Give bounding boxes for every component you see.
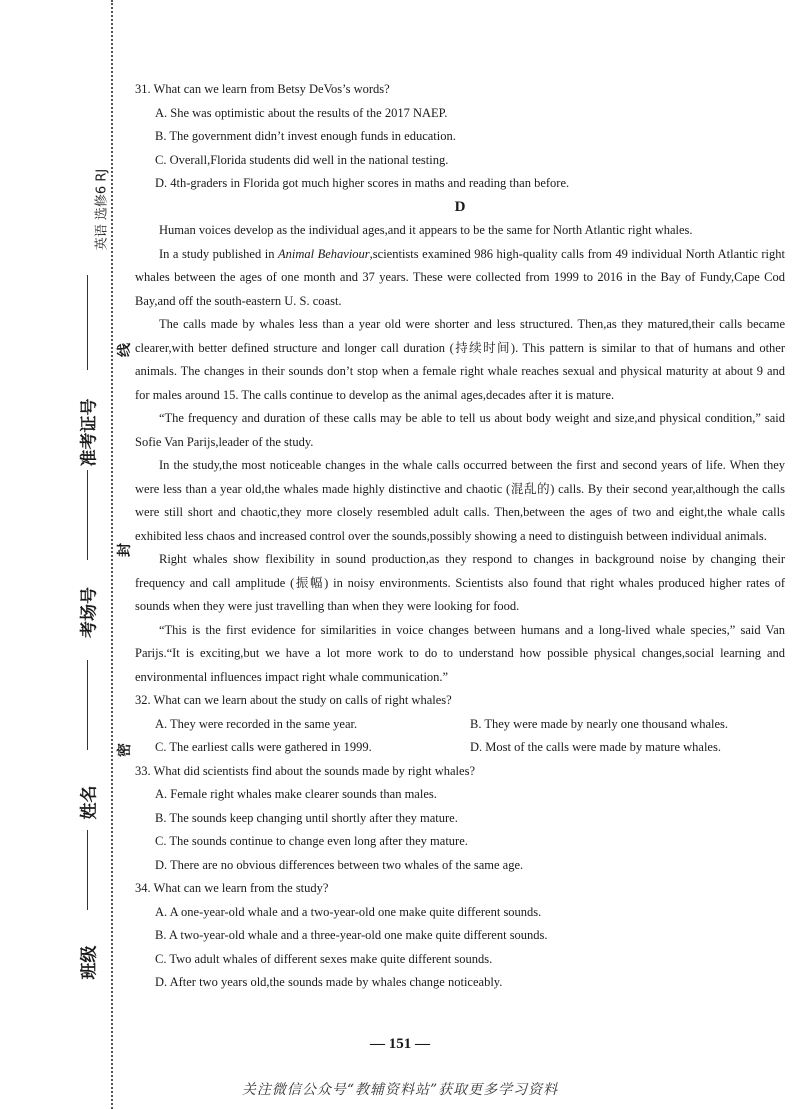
passage-heading: D [454,198,466,215]
question-33-stem: 33. What did scientists find about the sounds made by right whales? [135,763,475,778]
passage-paragraph: “The frequency and duration of these calls may be able to tell us about body weight and size,and physical condition,” said Sofie Van Parijs,leader of the study. [135,411,785,449]
q31-option-b: B. The government didn’t invest enough funds in education. [155,129,456,143]
name-text: 姓名 [79,785,100,820]
passage-paragraph: “This is the first evidence for similarities in voice changes between humans and a long-lived whale species,” said Van Parijs.“It is exciting,but we have a lot more work to do to understand how possible physical changes,social learning and environmental influences impact right whale communication.” [135,622,785,684]
q32-option-a: A. They were recorded in the same year. [155,716,358,731]
q31-option-a: A. She was optimistic about the results of the 2017 NAEP. [155,105,448,120]
q34-option-a: A. A one-year-old whale and a two-year-old one make quite different sounds. [155,904,542,919]
q31-option-d: D. 4th-graders in Florida got much higher scores in maths and reading than before. [155,176,570,190]
q32-options-row-2 [155,736,785,760]
page-content [135,78,785,995]
q34-option-d: D. After two years old,the sounds made by whales change noticeably. [155,975,503,989]
passage-paragraph: The calls made by whales less than a year old were shorter and less structured. Then,as they matured,their calls became clearer,with better defined structure and longer call duration (持续时间). This pattern is similar to that of humans and other animals. The changes in their sounds don’t stop when a female right whale reaches sexual and physical maturity at about 9 and for males around 15. The calls continue to develop as the animal ages,decades after it is mature. [135,317,785,402]
question-34-stem: 34. What can we learn from the study? [135,881,329,895]
subject-text: 英语 选修6 RJ [94,168,110,251]
journal-title: Animal Behaviour [277,246,370,261]
exam-id-text: 准考证号 [79,398,100,467]
q33-option-d: D. There are no obvious differences between two whales of the same age. [155,857,524,872]
q31-option-c: C. Overall,Florida students did well in the national testing. [155,152,449,167]
q32-option-d: D. Most of the calls were made by mature whales. [470,740,721,754]
passage-paragraph: In the study,the most noticeable changes in the whale calls occurred between the first and second years of life. When they were less than a year old,the whales made highly distinctive and chaotic (混乱的) calls. By their second year,although the calls were still short and chaotic,they more closely resembled adult calls. Then,between the ages of two and eight,the whale calls exhibited less chaos and increased control over the sounds,possibly showing a need to distinguish between individual animals. [135,458,785,543]
seal-mark-secret: 密 [117,743,133,757]
binding-dotted-line [111,0,113,1109]
q34-option-b: B. A two-year-old whale and a three-year-old one make quite different sounds. [155,928,548,942]
page-number: — 151 — [370,1036,430,1052]
seal-mark-line: 线 [117,343,133,357]
class-text: 班级 [79,945,100,980]
q32-option-b: B. They were made by nearly one thousand whales. [470,716,729,731]
passage-paragraph: Human voices develop as the individual ages,and it appears to be the same for North Atlantic right whales. [159,223,693,237]
question-31-stem: 31. What can we learn from Betsy DeVos’s words? [135,82,390,96]
q34-option-c: C. Two adult whales of different sexes make quite different sounds. [155,951,493,966]
fill-line-exam-id [87,470,88,560]
question-32-stem: 32. What can we learn about the study on calls of right whales? [135,693,452,707]
footer-note: 关注微信公众号“教辅资料站”获取更多学习资料 [241,1082,559,1098]
seal-mark-seal: 封 [117,543,133,557]
q32-options-row-1 [155,713,785,737]
fill-line-subject [87,275,88,370]
q33-option-b: B. The sounds keep changing until shortly after they mature. [155,810,458,825]
q33-option-c: C. The sounds continue to change even long after they mature. [155,834,468,848]
fill-line-name [87,830,88,910]
q33-option-a: A. Female right whales make clearer sounds than males. [155,787,437,801]
passage-paragraph: In a study published in Animal Behaviour,scientists examined 986 high-quality calls from 49 individual North Atlantic right whales between the ages of one month and 37 years. These were collected from 1999 to 2016 in the Bay of Fundy,Cape Cod Bay,and off the south-eastern U. S. coast. [135,246,785,308]
fill-line-exam-room [87,660,88,750]
passage-paragraph: Right whales show flexibility in sound production,as they respond to changes in background noise by changing their frequency and call amplitude (振幅) in noisy environments. Scientists also found that right whales produced higher rates of sounds when they were just travelling than when they were looking for food. [135,552,785,613]
q32-option-c: C. The earliest calls were gathered in 1999. [155,740,372,754]
exam-room-text: 考场号 [79,587,100,638]
